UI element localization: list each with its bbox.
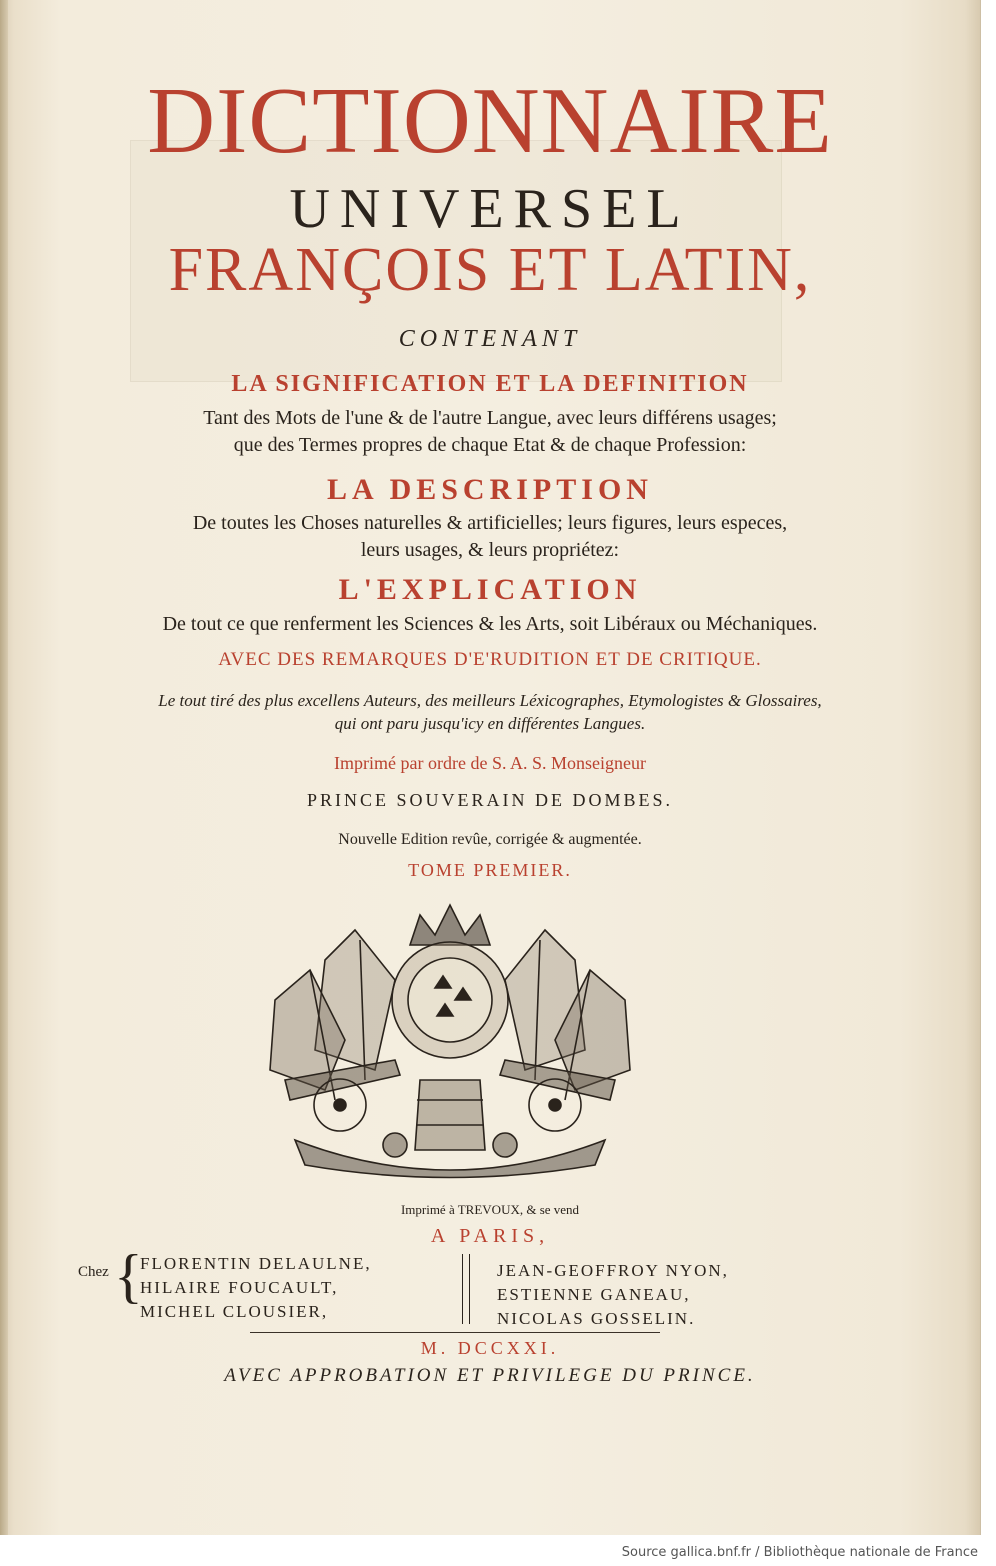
signification-line-1: Tant des Mots de l'une & de l'autre Langue, avec leurs différens usages; [203,407,777,429]
title-dictionnaire: DICTIONNAIRE [147,69,833,173]
prince-souverain: PRINCE SOUVERAIN DE DOMBES. [306,790,674,810]
imprime-ordre: Imprimé par ordre de S. A. S. Monseigneur [334,753,646,773]
chez-label: Chez [78,1264,109,1280]
city-paris: A PARIS, [430,1225,550,1247]
explication-line-1: De tout ce que renferment les Sciences & les Arts, soit Libéraux ou Méchaniques. [162,613,818,635]
printers-vignette-trophy [255,900,645,1185]
publication-year: M. DCCXXI. [420,1338,560,1358]
sources-line-2: qui ont paru jusqu'icy en différentes Langues. [334,714,646,733]
publisher-left-1: FLORENTIN DELAULNE, [140,1254,372,1273]
edition-note: Nouvelle Edition revûe, corrigée & augmentée. [338,831,642,848]
signification-line-2: que des Termes propres de chaque Etat & de chaque Profession: [233,434,747,456]
description-heading: LA DESCRIPTION [327,473,653,506]
source-credit: Source gallica.bnf.fr / Bibliothèque nationale de France [621,1545,978,1560]
publisher-separator [462,1254,470,1324]
contenant-heading: CONTENANT [398,326,582,352]
publisher-left-3: MICHEL CLOUSIER, [140,1302,329,1321]
approbation-line: AVEC APPROBATION ET PRIVILEGE DU PRINCE. [224,1365,756,1386]
description-line-1: De toutes les Choses naturelles & artificielles; leurs figures, leurs especes, [192,512,788,534]
description-line-2: leurs usages, & leurs propriétez: [360,539,620,561]
signification-heading: LA SIGNIFICATION ET LA DEFINITION [231,371,749,397]
explication-heading: L'EXPLICATION [338,573,642,606]
imprime-a-trevoux: Imprimé à TREVOUX, & se vend [400,1202,580,1217]
remarques-heading: AVEC DES REMARQUES D'E'RUDITION ET DE CRITIQUE. [218,649,762,670]
sources-line-1: Le tout tiré des plus excellens Auteurs, des meilleurs Léxicographes, Etymologistes & Glossaires, [158,691,822,710]
title-francois-latin: FRANÇOIS ET LATIN, [168,236,812,304]
publisher-right-1: JEAN-GEOFFROY NYON, [497,1261,729,1280]
publisher-brace: { [114,1243,143,1309]
publisher-left-2: HILAIRE FOUCAULT, [140,1278,339,1297]
publisher-right-2: ESTIENNE GANEAU, [497,1285,691,1304]
publisher-right-3: NICOLAS GOSSELIN. [497,1309,696,1328]
imprint-rule [250,1332,660,1333]
title-universel: UNIVERSEL [289,178,691,240]
tome-premier: TOME PREMIER. [408,860,572,880]
